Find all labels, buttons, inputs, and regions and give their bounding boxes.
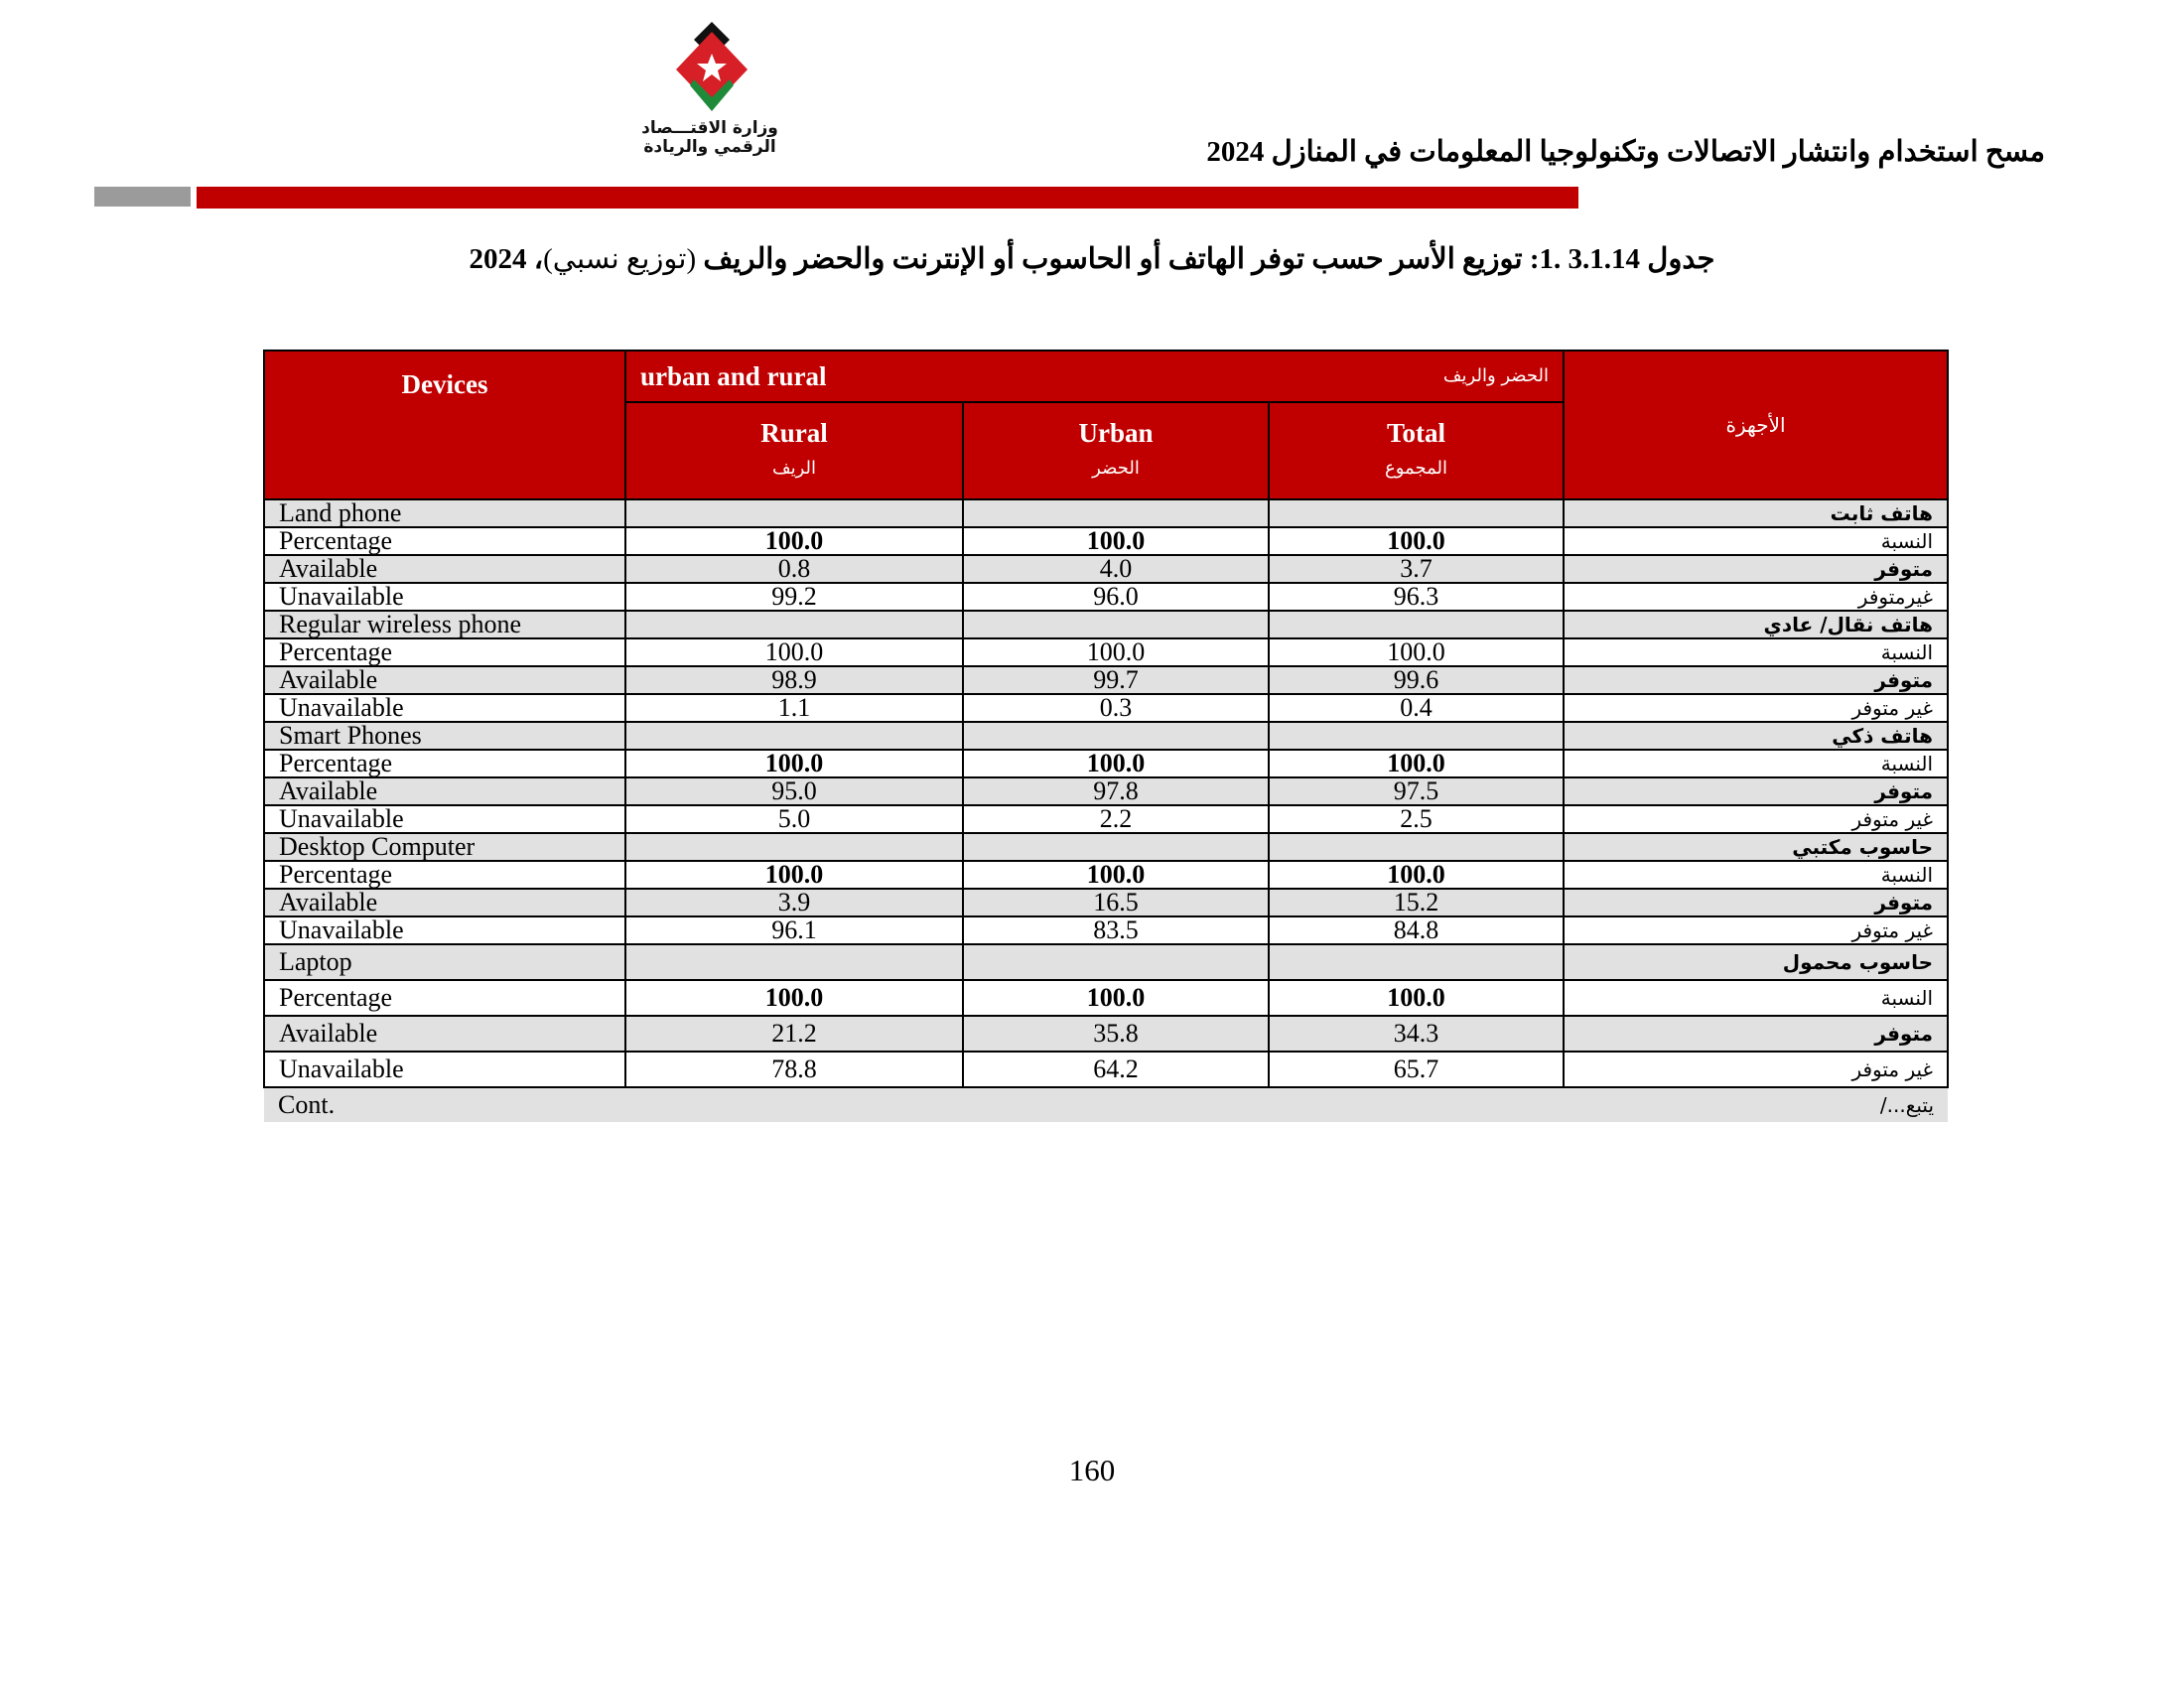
- cell-rural: 100.0: [625, 861, 963, 889]
- continued-label-en: Cont.: [264, 1087, 1564, 1122]
- cell-total: [1269, 833, 1564, 861]
- cell-rural: 21.2: [625, 1016, 963, 1052]
- group-header-ar: الحضر والريف: [1442, 365, 1550, 386]
- cell-total: 15.2: [1269, 889, 1564, 916]
- row-label-en: Percentage: [264, 638, 625, 666]
- cell-total: 100.0: [1269, 980, 1564, 1016]
- logo-text-line2: الرقمي والريادة: [643, 137, 776, 157]
- table-row: [264, 722, 1948, 750]
- cell-total: 3.7: [1269, 555, 1564, 583]
- cell-rural: [625, 722, 963, 750]
- table-row: [264, 777, 1948, 805]
- ministry-logo: [635, 20, 784, 159]
- row-label-ar: غيرمتوفر: [1564, 583, 1948, 611]
- cell-urban: [963, 833, 1269, 861]
- table-row: [264, 1052, 1948, 1087]
- column-header-ar: الريف: [771, 458, 817, 479]
- cell-urban: 100.0: [963, 750, 1269, 777]
- cell-rural: 100.0: [625, 638, 963, 666]
- row-label-ar: متوفر: [1564, 777, 1948, 805]
- cell-rural: 98.9: [625, 666, 963, 694]
- cell-rural: [625, 611, 963, 638]
- cell-urban: 35.8: [963, 1016, 1269, 1052]
- column-header-ar: الحضر: [1092, 458, 1140, 479]
- cell-urban: [963, 499, 1269, 527]
- row-label-en: Percentage: [264, 861, 625, 889]
- row-label-ar: غير متوفر: [1564, 916, 1948, 944]
- cell-total: 100.0: [1269, 638, 1564, 666]
- row-label-en: Available: [264, 666, 625, 694]
- cell-urban: 96.0: [963, 583, 1269, 611]
- row-label-en: Desktop Computer: [264, 833, 625, 861]
- cell-total: 84.8: [1269, 916, 1564, 944]
- column-header-en: Total: [1386, 418, 1446, 448]
- row-label-ar: غير متوفر: [1564, 805, 1948, 833]
- cell-rural: 78.8: [625, 1052, 963, 1087]
- cell-total: 0.4: [1269, 694, 1564, 722]
- page-number: 160: [1068, 1453, 1116, 1487]
- row-label-en: Available: [264, 1016, 625, 1052]
- cell-total: [1269, 611, 1564, 638]
- row-label-ar: متوفر: [1564, 555, 1948, 583]
- cell-rural: [625, 499, 963, 527]
- row-label-en: Available: [264, 777, 625, 805]
- column-header-en: Rural: [760, 418, 828, 448]
- row-label-en: Land phone: [264, 499, 625, 527]
- table-row: [264, 944, 1948, 980]
- cell-rural: 96.1: [625, 916, 963, 944]
- column-header-ar: المجموع: [1385, 458, 1447, 479]
- cell-rural: 1.1: [625, 694, 963, 722]
- group-header-en: urban and rural: [640, 361, 827, 391]
- row-label-en: Percentage: [264, 980, 625, 1016]
- cell-urban: 100.0: [963, 638, 1269, 666]
- row-label-ar: النسبة: [1564, 527, 1948, 555]
- row-label-ar: حاسوب محمول: [1564, 944, 1948, 980]
- cell-rural: 99.2: [625, 583, 963, 611]
- cell-total: [1269, 722, 1564, 750]
- cell-total: [1269, 499, 1564, 527]
- table-row: [264, 694, 1948, 722]
- continued-row: [264, 1087, 1948, 1122]
- cell-urban: 83.5: [963, 916, 1269, 944]
- cell-urban: [963, 722, 1269, 750]
- table-title-main: جدول 3.1.14 .1: توزيع الأسر حسب توفر الهاتف أو الحاسوب أو الإنترنت والحضر والريف: [703, 243, 1715, 275]
- cell-total: 97.5: [1269, 777, 1564, 805]
- row-label-en: Regular wireless phone: [264, 611, 625, 638]
- table-row: [264, 833, 1948, 861]
- table-row: [264, 555, 1948, 583]
- row-label-en: Unavailable: [264, 583, 625, 611]
- cell-total: 100.0: [1269, 861, 1564, 889]
- row-label-ar: غير متوفر: [1564, 694, 1948, 722]
- cell-urban: 16.5: [963, 889, 1269, 916]
- continued-label-ar: يتبع.../: [1564, 1087, 1948, 1122]
- cell-total: [1269, 944, 1564, 980]
- row-label-en: Available: [264, 889, 625, 916]
- row-label-en: Available: [264, 555, 625, 583]
- table-row: [264, 916, 1948, 944]
- row-label-ar: النسبة: [1564, 861, 1948, 889]
- devices-header-ar: الأجهزة: [1564, 351, 1948, 499]
- row-label-en: Percentage: [264, 527, 625, 555]
- column-header-en: Urban: [1078, 418, 1154, 448]
- header-gray-bar: [94, 187, 191, 207]
- cell-total: 100.0: [1269, 527, 1564, 555]
- table-row: [264, 499, 1948, 527]
- jordan-emblem-icon: [672, 20, 751, 115]
- row-label-ar: متوفر: [1564, 666, 1948, 694]
- row-label-ar: النسبة: [1564, 980, 1948, 1016]
- table-title-year: ، 2024: [469, 243, 544, 275]
- survey-title: مسح استخدام وانتشار الاتصالات وتكنولوجيا المعلومات في المنازل 2024: [1206, 136, 2045, 168]
- table-row: [264, 583, 1948, 611]
- column-header-urban: [963, 402, 1269, 499]
- table-title: [0, 241, 2184, 276]
- cell-total: 99.6: [1269, 666, 1564, 694]
- row-label-en: Unavailable: [264, 1052, 625, 1087]
- row-label-en: Percentage: [264, 750, 625, 777]
- cell-urban: [963, 611, 1269, 638]
- table-row: [264, 527, 1948, 555]
- row-label-ar: متوفر: [1564, 889, 1948, 916]
- devices-table: [263, 350, 1949, 1122]
- table-row: [264, 861, 1948, 889]
- cell-total: 100.0: [1269, 750, 1564, 777]
- cell-rural: [625, 833, 963, 861]
- row-label-ar: هاتف ثابت: [1564, 499, 1948, 527]
- column-header-total: [1269, 402, 1564, 499]
- row-label-ar: النسبة: [1564, 638, 1948, 666]
- row-label-ar: النسبة: [1564, 750, 1948, 777]
- table-row: [264, 980, 1948, 1016]
- table-row: [264, 638, 1948, 666]
- row-label-ar: متوفر: [1564, 1016, 1948, 1052]
- cell-rural: 5.0: [625, 805, 963, 833]
- cell-rural: 100.0: [625, 980, 963, 1016]
- cell-rural: 0.8: [625, 555, 963, 583]
- table-row: [264, 666, 1948, 694]
- cell-total: 65.7: [1269, 1052, 1564, 1087]
- cell-rural: 3.9: [625, 889, 963, 916]
- table-row: [264, 750, 1948, 777]
- row-label-ar: حاسوب مكتبي: [1564, 833, 1948, 861]
- cell-urban: 100.0: [963, 861, 1269, 889]
- row-label-en: Smart Phones: [264, 722, 625, 750]
- cell-urban: 100.0: [963, 527, 1269, 555]
- cell-rural: [625, 944, 963, 980]
- logo-text-line1: وزارة الاقتـــصاد: [641, 118, 778, 138]
- cell-urban: [963, 944, 1269, 980]
- table-row: [264, 1016, 1948, 1052]
- row-label-en: Unavailable: [264, 916, 625, 944]
- cell-total: 2.5: [1269, 805, 1564, 833]
- cell-total: 96.3: [1269, 583, 1564, 611]
- devices-header-en: Devices: [264, 351, 625, 499]
- row-label-en: Laptop: [264, 944, 625, 980]
- cell-rural: 95.0: [625, 777, 963, 805]
- cell-urban: 99.7: [963, 666, 1269, 694]
- cell-urban: 97.8: [963, 777, 1269, 805]
- row-label-ar: غير متوفر: [1564, 1052, 1948, 1087]
- row-label-en: Unavailable: [264, 694, 625, 722]
- row-label-ar: هاتف نقال/ عادي: [1564, 611, 1948, 638]
- cell-urban: 0.3: [963, 694, 1269, 722]
- column-header-rural: [625, 402, 963, 499]
- cell-rural: 100.0: [625, 527, 963, 555]
- row-label-en: Unavailable: [264, 805, 625, 833]
- table-row: [264, 611, 1948, 638]
- table-row: [264, 805, 1948, 833]
- table-row: [264, 889, 1948, 916]
- cell-urban: 4.0: [963, 555, 1269, 583]
- row-label-ar: هاتف ذكي: [1564, 722, 1948, 750]
- header-red-bar: [197, 187, 1578, 209]
- cell-urban: 64.2: [963, 1052, 1269, 1087]
- cell-urban: 100.0: [963, 980, 1269, 1016]
- cell-total: 34.3: [1269, 1016, 1564, 1052]
- cell-urban: 2.2: [963, 805, 1269, 833]
- table-title-light: (توزيع نسبي): [543, 243, 704, 275]
- group-header: [625, 351, 1564, 402]
- cell-rural: 100.0: [625, 750, 963, 777]
